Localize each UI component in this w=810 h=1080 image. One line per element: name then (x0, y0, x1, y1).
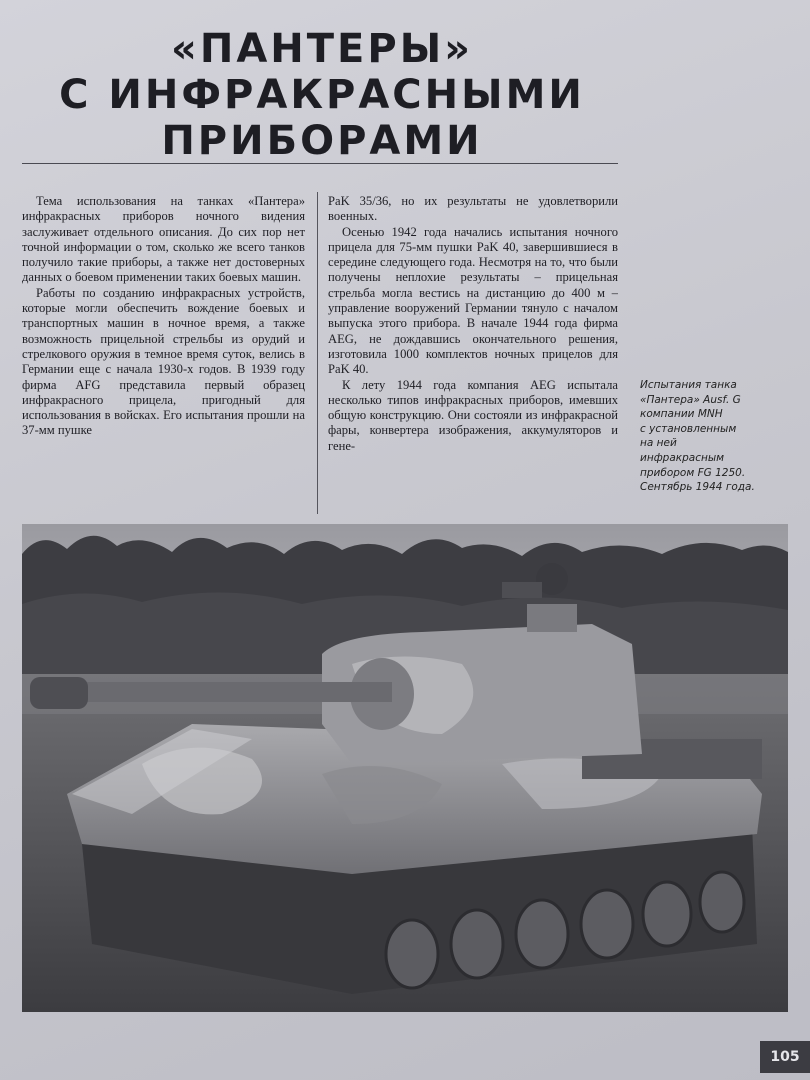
caption-line: компании MNH (640, 408, 723, 421)
title-line-2: С ИНФРАКРАСНЫМИ (59, 72, 585, 118)
photo-caption (640, 378, 790, 495)
text-column-left (22, 194, 305, 514)
title-rule (22, 163, 618, 164)
title-line-1: «ПАНТЕРЫ» (171, 26, 473, 72)
paragraph: Работы по созданию инфракрасных устройств, которые могли обеспечить вождение боевых и транспортных машин в ночное время, а также возможность прицельной стрельбы из орудий и стрелкового оружия в темное время суток, велись в Германии еще с начала 1930-х годов. В 1939 году фирма AFG представила первый образец инфракрасного прицела, пригодный для использования в войсках. Его испытания прошли на 37-мм пушке (22, 285, 305, 438)
caption-line: на ней (640, 437, 677, 450)
text-column-right (328, 194, 618, 514)
caption-line: Сентябрь 1944 года. (640, 481, 755, 494)
column-divider (317, 192, 318, 514)
caption-line: Испытания танка (640, 379, 737, 391)
panther-tank-illustration (22, 524, 788, 1012)
caption-line: «Пантера» Ausf. G (640, 393, 741, 406)
caption-line: инфракрасным (640, 451, 725, 464)
paragraph: Осенью 1942 года начались испытания ночного прицела для 75-мм пушки PaK 40, завершившиеся в середине следующего года. Несмотря на то, что были получены неплохие результаты – прицельная стрельба могла вестись на дистанцию до 400 м – управление вооружений Германии тянуло с началом выпуска этого прибора. В начале 1944 года фирма AEG, не дождавшись окончательного решения, изготовила 1000 комплектов ночных прицелов для PaK 40. (328, 224, 618, 377)
title-line-3: ПРИБОРАМИ (161, 118, 483, 164)
paragraph: К лету 1944 года компания AEG испытала несколько типов инфракрасных приборов, имевших общую конструкцию. Они состояли из инфракрасной фары, конвертера изображения, аккумуляторов и гене- (328, 377, 618, 453)
paragraph: Тема использования на танках «Пантера» инфракрасных приборов ночного видения заслуживает отдельного описания. До сих пор нет точной информации о том, сколько же всего танков получило такие приборы, а также нет достоверных данных о боевом применении таких боевых машин. (22, 194, 305, 285)
tank-photo (22, 524, 788, 1012)
paragraph: PaK 35/36, но их результаты не удовлетворили военных. (328, 194, 618, 224)
page-title (22, 26, 622, 164)
page-number: 105 (760, 1041, 810, 1073)
caption-line: с установленным (640, 422, 737, 435)
caption-line: прибором FG 1250. (640, 466, 746, 479)
